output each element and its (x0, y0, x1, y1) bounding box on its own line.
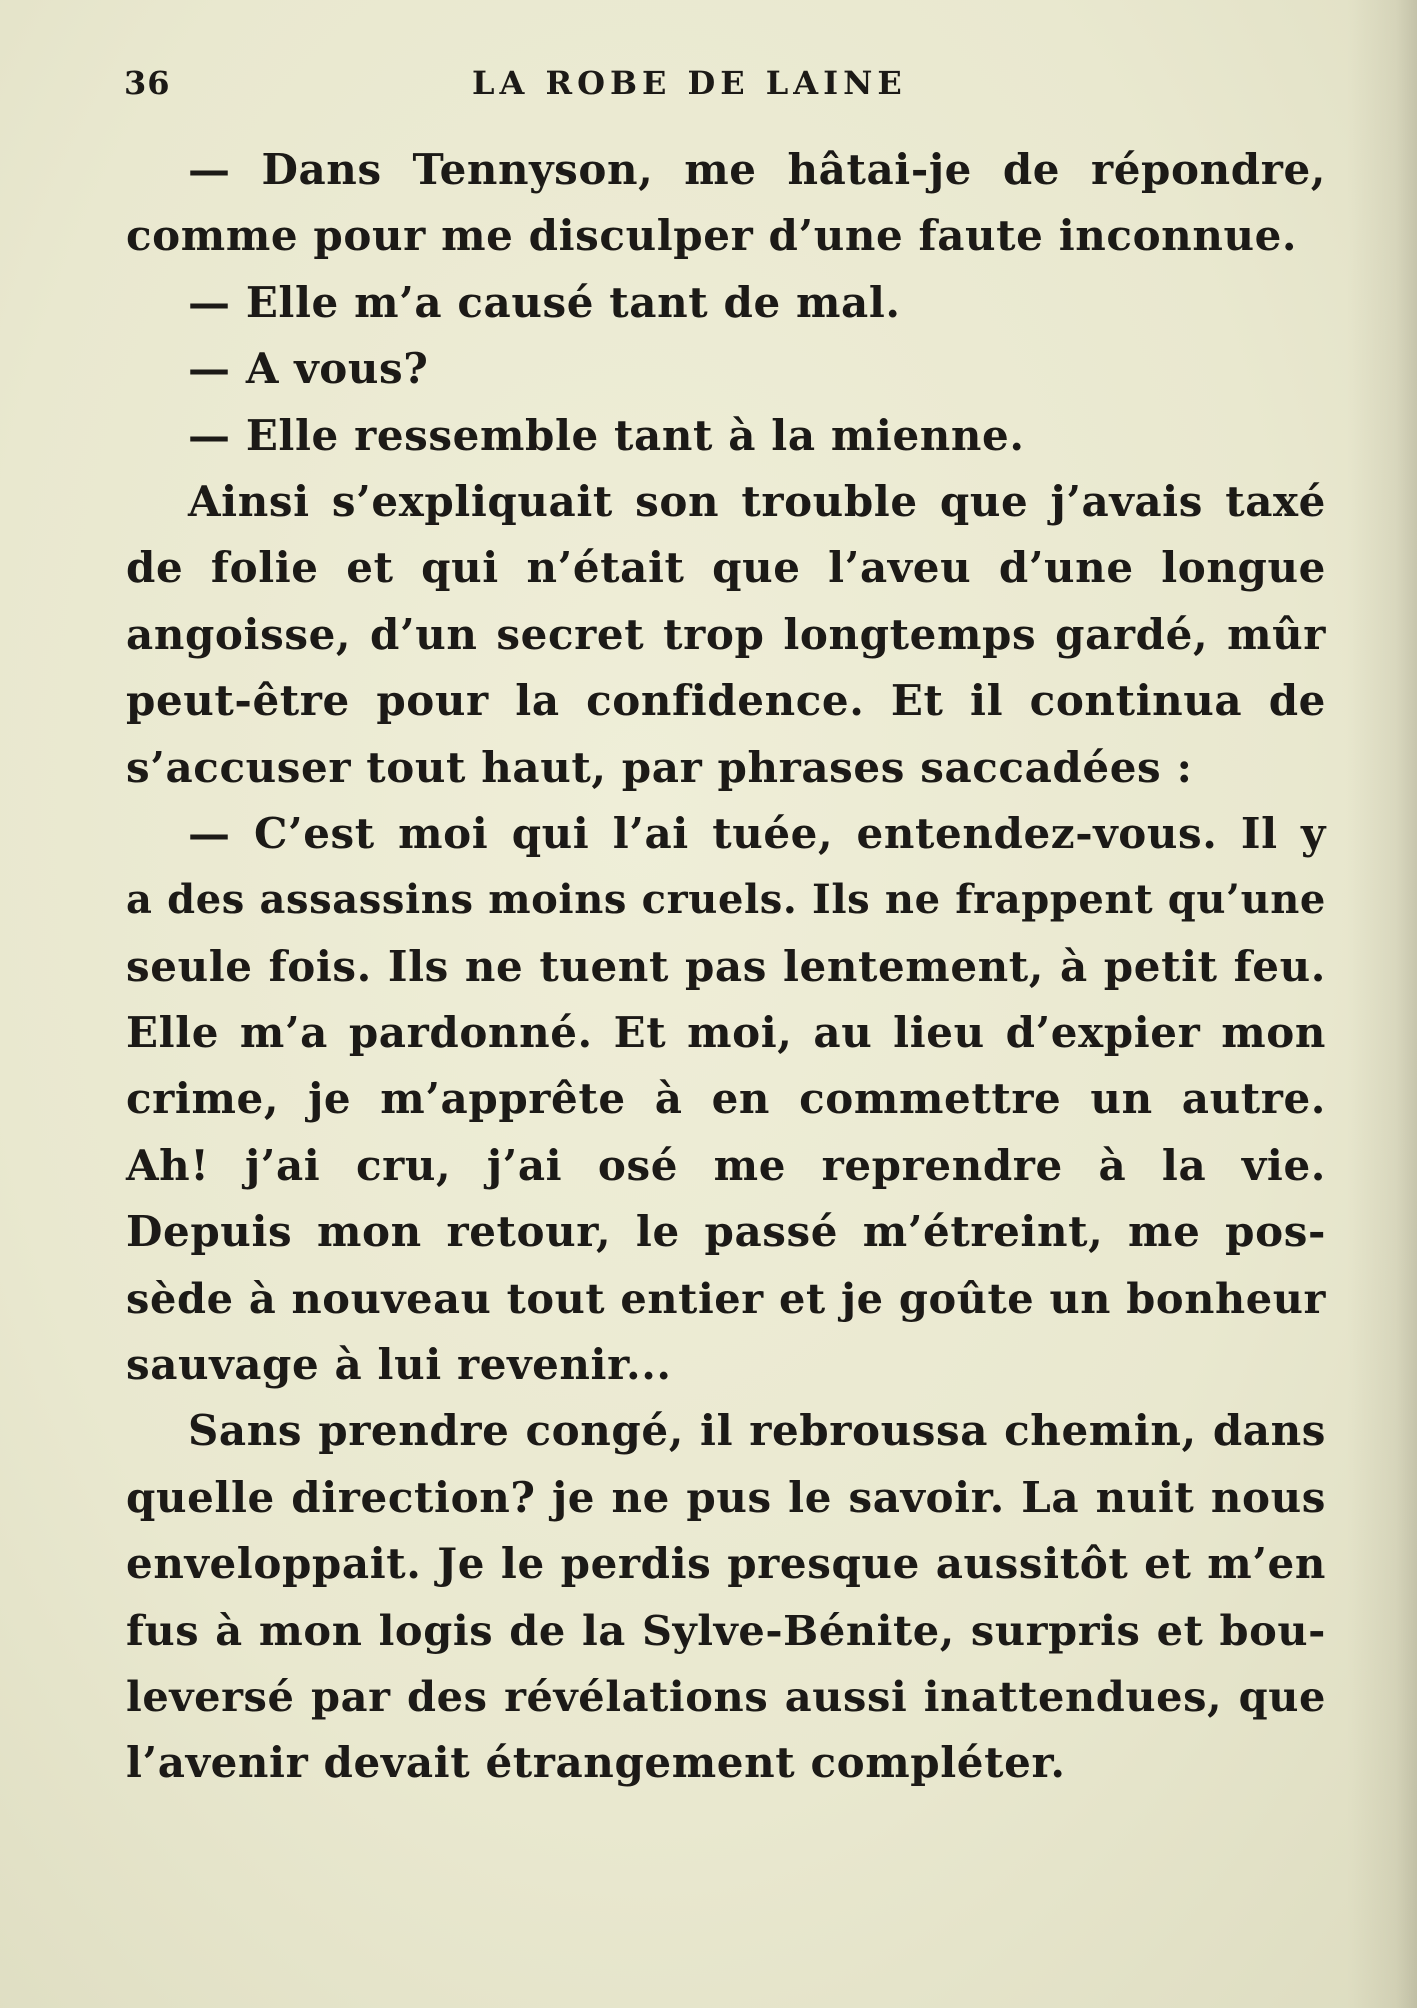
text-line: leversé par des révélations aussi inattendues, que (126, 1671, 1326, 1721)
text-line: crime, je m’apprête à en commettre un autre. (126, 1074, 1326, 1124)
text-line: — Elle ressemble tant à la mienne. (188, 410, 1025, 460)
text-line: peut-être pour la confidence. Et il continua de (126, 676, 1326, 726)
text-line: — C’est moi qui l’ai tuée, entendez-vous. Il y (188, 808, 1326, 858)
text-line: Sans prendre congé, il rebroussa chemin, dans (188, 1406, 1326, 1456)
text-line: l’avenir devait étrangement compléter. (126, 1738, 1066, 1788)
text-line: Elle m’a pardonné. Et moi, au lieu d’expier mon (126, 1008, 1326, 1058)
text-line: fus à mon logis de la Sylve-Bénite, surpris et bou- (126, 1605, 1326, 1655)
text-line: Ainsi s’expliquait son trouble que j’avais taxé (188, 476, 1326, 526)
text-line: a des assassins moins cruels. Ils ne frappent qu’une (126, 876, 1326, 924)
body-text (126, 137, 1326, 1797)
text-line: de folie et qui n’était que l’aveu d’une longue (126, 543, 1326, 593)
text-line: angoisse, d’un secret trop longtemps gardé, mûr (126, 609, 1326, 659)
text-line: s’accuser tout haut, par phrases saccadées : (126, 742, 1193, 792)
text-line: quelle direction? je ne pus le savoir. La nuit nous (126, 1472, 1326, 1522)
text-line: Depuis mon retour, le passé m’étreint, me pos- (126, 1207, 1326, 1257)
page-number: 36 (124, 64, 171, 102)
text-line: seule fois. Ils ne tuent pas lentement, à petit feu. (126, 941, 1326, 991)
text-line: — Elle m’a causé tant de mal. (188, 277, 901, 327)
running-head (124, 64, 1324, 114)
text-line: sède à nouveau tout entier et je goûte un bonheur (126, 1273, 1326, 1323)
book-title: LA ROBE DE LAINE (472, 64, 907, 102)
text-line: sauvage à lui revenir... (126, 1340, 672, 1390)
text-line: — Dans Tennyson, me hâtai-je de répondre, (188, 145, 1326, 194)
text-line: enveloppait. Je le perdis presque aussitôt et m’en (126, 1539, 1326, 1589)
text-line: Ah! j’ai cru, j’ai osé me reprendre à la vie. (126, 1140, 1326, 1190)
text-line: — A vous? (188, 344, 429, 394)
text-line: comme pour me disculper d’une faute inconnue. (126, 211, 1298, 261)
